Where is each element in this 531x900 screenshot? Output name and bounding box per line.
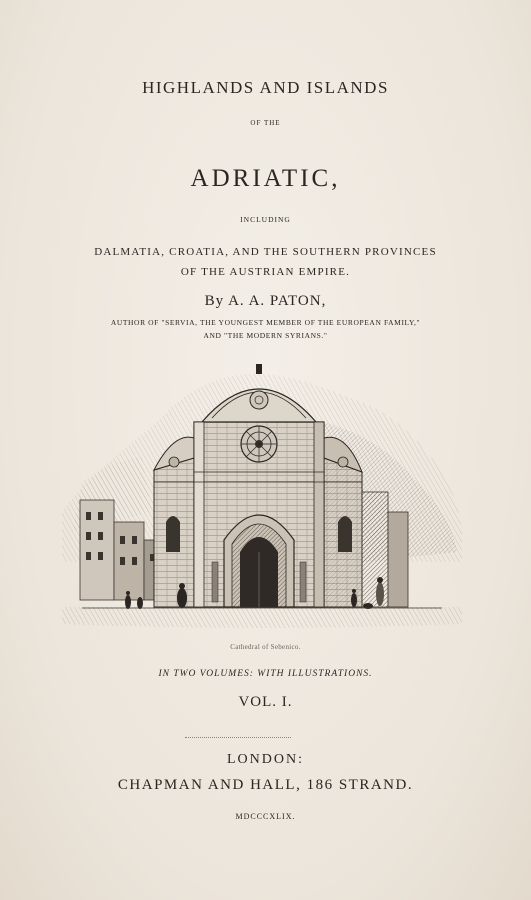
- title-connector: OF THE: [250, 119, 281, 127]
- imprint-publisher: CHAPMAN AND HALL, 186 STRAND.: [117, 777, 414, 793]
- including-label: INCLUDING: [240, 215, 291, 224]
- author-byline: By A. A. PATON,: [204, 293, 327, 309]
- author-credit-line-2: AND "THE MODERN SYRIANS.": [203, 331, 328, 340]
- imprint-city: LONDON:: [227, 752, 304, 767]
- imprint-date: MDCCCXLIX.: [235, 812, 296, 821]
- main-title: ADRIATIC,: [190, 165, 341, 192]
- illustration-caption: Cathedral of Sebenico.: [230, 643, 301, 651]
- ground: [62, 607, 462, 628]
- cathedral-engraving-icon: [62, 362, 462, 638]
- subtitle-line-2: OF THE AUSTRIAN EMPIRE.: [180, 266, 351, 278]
- book-title: HIGHLANDS AND ISLANDS: [142, 78, 389, 97]
- volumes-note: IN TWO VOLUMES: WITH ILLUSTRATIONS.: [158, 669, 373, 679]
- volume-number: VOL. I.: [238, 694, 293, 710]
- author-credit-line-1: AUTHOR OF "SERVIA, THE YOUNGEST MEMBER OF THE EUROPEAN FAMILY,": [110, 318, 421, 327]
- subtitle-line-1: DALMATIA, CROATIA, AND THE SOUTHERN PROVINCES: [94, 246, 437, 258]
- divider-rule: [185, 737, 291, 738]
